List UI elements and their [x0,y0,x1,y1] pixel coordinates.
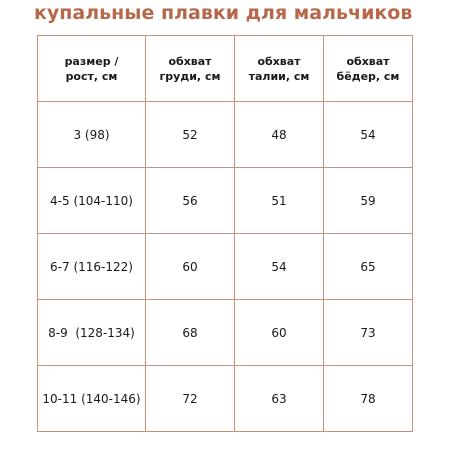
header-line: талии, см [248,69,310,83]
header-line: размер / [64,54,119,68]
cell-hips: 78 [324,366,413,432]
header-line: груди, см [159,69,221,83]
header-row [38,36,413,102]
cell-waist: 63 [235,366,324,432]
header-line: бёдер, см [336,69,400,83]
table-row [38,300,413,366]
table-row [38,366,413,432]
header-line: обхват [346,54,390,68]
cell-chest: 68 [146,300,235,366]
cell-chest: 52 [146,102,235,168]
header-line: обхват [257,54,301,68]
table-row [38,168,413,234]
header-size-height [38,36,146,102]
page-title: купальные плавки для мальчиков [34,2,413,24]
header-chest [146,36,235,102]
size-chart-table [37,35,413,432]
table-row [38,234,413,300]
header-line: обхват [168,54,212,68]
cell-chest: 56 [146,168,235,234]
header-line: рост, см [65,69,118,83]
cell-size: 3 (98) [38,102,146,168]
cell-waist: 48 [235,102,324,168]
cell-size: 10-11 (140-146) [38,366,146,432]
header-hips [324,36,413,102]
cell-size: 8-9 (128-134) [38,300,146,366]
cell-waist: 60 [235,300,324,366]
header-waist [235,36,324,102]
cell-hips: 65 [324,234,413,300]
cell-hips: 59 [324,168,413,234]
cell-waist: 54 [235,234,324,300]
cell-waist: 51 [235,168,324,234]
cell-hips: 54 [324,102,413,168]
table-row [38,102,413,168]
cell-chest: 60 [146,234,235,300]
cell-hips: 73 [324,300,413,366]
table-header [38,36,413,102]
table-body [38,102,413,432]
cell-size: 4-5 (104-110) [38,168,146,234]
cell-size: 6-7 (116-122) [38,234,146,300]
cell-chest: 72 [146,366,235,432]
